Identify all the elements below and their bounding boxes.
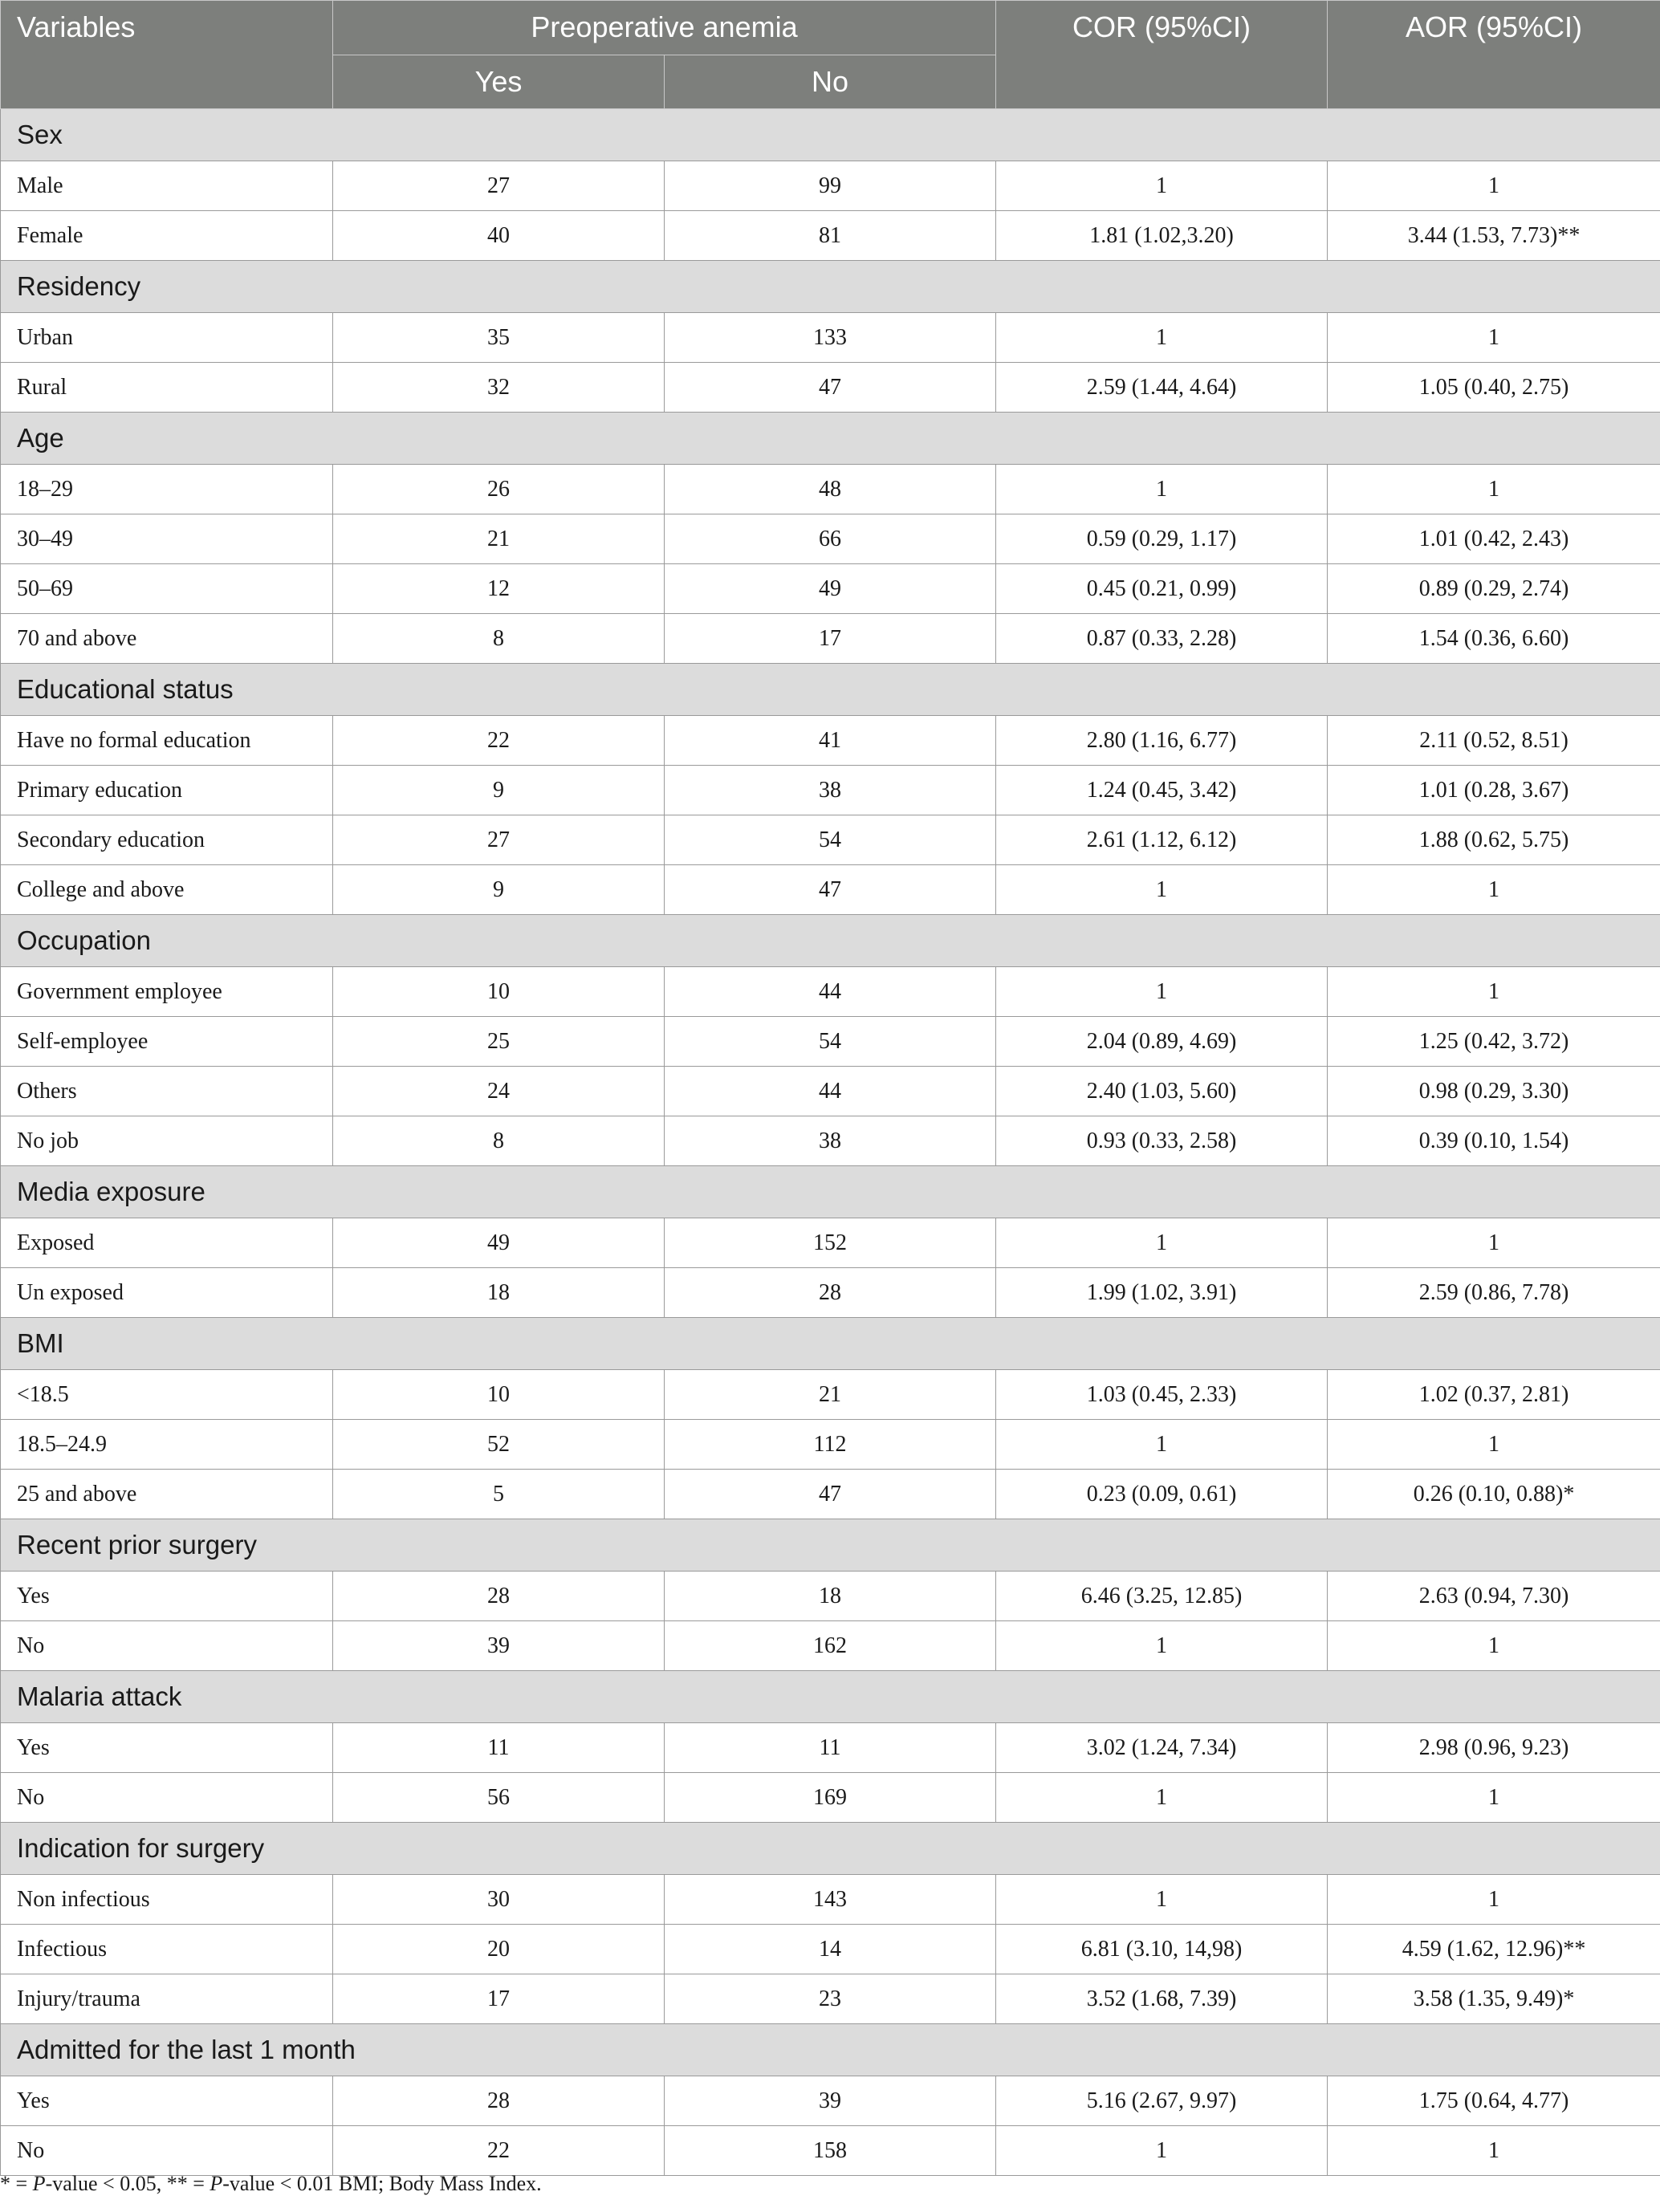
footnote-p1: P: [32, 2172, 46, 2195]
row-label: Non infectious: [1, 1875, 333, 1925]
anemia-no-count: 162: [665, 1621, 996, 1671]
table-header: [1, 1, 1660, 109]
cor-value: 1.99 (1.02, 3.91): [996, 1268, 1328, 1318]
group-header-row: [1, 261, 1660, 313]
aor-value: 1.25 (0.42, 3.72): [1328, 1017, 1660, 1067]
table-row: [1, 766, 1660, 815]
row-label: Exposed: [1, 1218, 333, 1268]
row-label: 18–29: [1, 465, 333, 514]
row-label: College and above: [1, 865, 333, 915]
anemia-yes-count: 27: [333, 815, 665, 865]
anemia-yes-count: 40: [333, 211, 665, 261]
anemia-yes-count: 24: [333, 1067, 665, 1116]
anemia-yes-count: 26: [333, 465, 665, 514]
row-label: Self-employee: [1, 1017, 333, 1067]
aor-value: 1: [1328, 161, 1660, 211]
row-label: Yes: [1, 1723, 333, 1773]
cor-value: 1: [996, 161, 1328, 211]
group-header-row: [1, 664, 1660, 716]
anemia-yes-count: 30: [333, 1875, 665, 1925]
table-row: [1, 815, 1660, 865]
anemia-yes-count: 27: [333, 161, 665, 211]
cor-value: 1: [996, 2126, 1328, 2176]
row-label: 30–49: [1, 514, 333, 564]
anemia-yes-count: 22: [333, 716, 665, 766]
anemia-no-count: 47: [665, 1470, 996, 1519]
row-label: Male: [1, 161, 333, 211]
row-label: 50–69: [1, 564, 333, 614]
group-header-row: [1, 1823, 1660, 1875]
group-title: Educational status: [1, 664, 1660, 716]
anemia-no-count: 81: [665, 211, 996, 261]
anemia-no-count: 17: [665, 614, 996, 664]
anemia-no-count: 21: [665, 1370, 996, 1420]
aor-value: 1.75 (0.64, 4.77): [1328, 2076, 1660, 2126]
cor-value: 6.81 (3.10, 14,98): [996, 1925, 1328, 1974]
table-row: [1, 161, 1660, 211]
aor-value: 1: [1328, 967, 1660, 1017]
anemia-yes-count: 56: [333, 1773, 665, 1823]
anemia-yes-count: 25: [333, 1017, 665, 1067]
group-header-row: [1, 1318, 1660, 1370]
row-label: No: [1, 1621, 333, 1671]
cor-value: 2.40 (1.03, 5.60): [996, 1067, 1328, 1116]
cor-value: 1.81 (1.02,3.20): [996, 211, 1328, 261]
aor-value: 1.02 (0.37, 2.81): [1328, 1370, 1660, 1420]
row-label: Female: [1, 211, 333, 261]
row-label: <18.5: [1, 1370, 333, 1420]
table-row: [1, 1925, 1660, 1974]
anemia-yes-count: 35: [333, 313, 665, 363]
table-row: [1, 865, 1660, 915]
table-row: [1, 514, 1660, 564]
table-row: [1, 1116, 1660, 1166]
cor-value: 0.45 (0.21, 0.99): [996, 564, 1328, 614]
cor-value: 1: [996, 967, 1328, 1017]
cor-value: 1: [996, 1875, 1328, 1925]
aor-value: 1: [1328, 1773, 1660, 1823]
anemia-no-count: 44: [665, 1067, 996, 1116]
table-row: [1, 1420, 1660, 1470]
anemia-yes-count: 22: [333, 2126, 665, 2176]
cor-value: 3.02 (1.24, 7.34): [996, 1723, 1328, 1773]
cor-value: 1.24 (0.45, 3.42): [996, 766, 1328, 815]
aor-value: 1: [1328, 1875, 1660, 1925]
table-row: [1, 465, 1660, 514]
table-row: [1, 1875, 1660, 1925]
anemia-yes-count: 11: [333, 1723, 665, 1773]
footnote-part2: -value < 0.05, ** =: [45, 2172, 210, 2195]
aor-value: 3.58 (1.35, 9.49)*: [1328, 1974, 1660, 2024]
anemia-yes-count: 10: [333, 1370, 665, 1420]
row-label: Others: [1, 1067, 333, 1116]
table-row: [1, 967, 1660, 1017]
anemia-yes-count: 32: [333, 363, 665, 413]
row-label: No: [1, 1773, 333, 1823]
anemia-yes-count: 39: [333, 1621, 665, 1671]
group-title: Occupation: [1, 915, 1660, 967]
row-label: Injury/trauma: [1, 1974, 333, 2024]
anemia-yes-count: 20: [333, 1925, 665, 1974]
cor-value: 0.59 (0.29, 1.17): [996, 514, 1328, 564]
aor-value: 0.26 (0.10, 0.88)*: [1328, 1470, 1660, 1519]
anemia-yes-count: 28: [333, 2076, 665, 2126]
footnote-part1: * =: [0, 2172, 33, 2195]
aor-value: 0.39 (0.10, 1.54): [1328, 1116, 1660, 1166]
table-row: [1, 1017, 1660, 1067]
aor-value: 2.59 (0.86, 7.78): [1328, 1268, 1660, 1318]
cor-value: 6.46 (3.25, 12.85): [996, 1572, 1328, 1621]
table-row: [1, 1268, 1660, 1318]
footnote-p2: P: [210, 2172, 223, 2195]
anemia-no-count: 18: [665, 1572, 996, 1621]
table-row: [1, 1621, 1660, 1671]
row-label: Have no formal education: [1, 716, 333, 766]
anemia-no-count: 158: [665, 2126, 996, 2176]
aor-value: 0.89 (0.29, 2.74): [1328, 564, 1660, 614]
table-row: [1, 2126, 1660, 2176]
aor-value: 1: [1328, 465, 1660, 514]
header-variables: Variables: [1, 1, 333, 109]
aor-value: 1.05 (0.40, 2.75): [1328, 363, 1660, 413]
table-row: [1, 1723, 1660, 1773]
aor-value: 1.01 (0.42, 2.43): [1328, 514, 1660, 564]
table-row: [1, 363, 1660, 413]
table-row: [1, 1773, 1660, 1823]
table-row: [1, 564, 1660, 614]
group-header-row: [1, 413, 1660, 465]
cor-value: 1: [996, 1621, 1328, 1671]
anemia-no-count: 44: [665, 967, 996, 1017]
anemia-no-count: 99: [665, 161, 996, 211]
anemia-no-count: 169: [665, 1773, 996, 1823]
row-label: Yes: [1, 2076, 333, 2126]
cor-value: 1: [996, 1218, 1328, 1268]
row-label: Secondary education: [1, 815, 333, 865]
group-title: Age: [1, 413, 1660, 465]
cor-value: 2.04 (0.89, 4.69): [996, 1017, 1328, 1067]
aor-value: 1: [1328, 1420, 1660, 1470]
cor-value: 3.52 (1.68, 7.39): [996, 1974, 1328, 2024]
row-label: 25 and above: [1, 1470, 333, 1519]
anemia-yes-count: 8: [333, 614, 665, 664]
anemia-yes-count: 18: [333, 1268, 665, 1318]
table-row: [1, 1470, 1660, 1519]
aor-value: 1.01 (0.28, 3.67): [1328, 766, 1660, 815]
aor-value: 1: [1328, 1218, 1660, 1268]
table-row: [1, 1572, 1660, 1621]
group-title: Residency: [1, 261, 1660, 313]
row-label: No job: [1, 1116, 333, 1166]
group-title: Indication for surgery: [1, 1823, 1660, 1875]
anemia-no-count: 49: [665, 564, 996, 614]
anemia-no-count: 54: [665, 1017, 996, 1067]
cor-value: 1: [996, 313, 1328, 363]
cor-value: 1: [996, 1420, 1328, 1470]
table-row: [1, 614, 1660, 664]
row-label: No: [1, 2126, 333, 2176]
row-label: Un exposed: [1, 1268, 333, 1318]
anemia-yes-count: 21: [333, 514, 665, 564]
header-cor: COR (95%CI): [996, 1, 1328, 109]
cor-value: 2.80 (1.16, 6.77): [996, 716, 1328, 766]
header-no: No: [665, 55, 996, 109]
anemia-no-count: 143: [665, 1875, 996, 1925]
aor-value: 3.44 (1.53, 7.73)**: [1328, 211, 1660, 261]
cor-value: 0.87 (0.33, 2.28): [996, 614, 1328, 664]
anemia-yes-count: 9: [333, 865, 665, 915]
header-yes: Yes: [333, 55, 665, 109]
group-header-row: [1, 915, 1660, 967]
cor-value: 1: [996, 865, 1328, 915]
anemia-no-count: 28: [665, 1268, 996, 1318]
anemia-no-count: 23: [665, 1974, 996, 2024]
anemia-no-count: 11: [665, 1723, 996, 1773]
table-row: [1, 2076, 1660, 2126]
row-label: Rural: [1, 363, 333, 413]
table-row: [1, 1370, 1660, 1420]
anemia-no-count: 54: [665, 815, 996, 865]
anemia-yes-count: 10: [333, 967, 665, 1017]
anemia-yes-count: 49: [333, 1218, 665, 1268]
group-title: BMI: [1, 1318, 1660, 1370]
anemia-yes-count: 12: [333, 564, 665, 614]
anemia-no-count: 38: [665, 1116, 996, 1166]
anemia-no-count: 14: [665, 1925, 996, 1974]
aor-value: 2.63 (0.94, 7.30): [1328, 1572, 1660, 1621]
group-title: Malaria attack: [1, 1671, 1660, 1723]
table-row: [1, 1067, 1660, 1116]
anemia-no-count: 48: [665, 465, 996, 514]
group-header-row: [1, 1519, 1660, 1572]
header-preoperative-anemia: Preoperative anemia: [333, 1, 996, 55]
anemia-no-count: 133: [665, 313, 996, 363]
table-row: [1, 313, 1660, 363]
anemia-no-count: 39: [665, 2076, 996, 2126]
cor-value: 1.03 (0.45, 2.33): [996, 1370, 1328, 1420]
table-row: [1, 1974, 1660, 2024]
anemia-no-count: 112: [665, 1420, 996, 1470]
group-title: Media exposure: [1, 1166, 1660, 1218]
anemia-no-count: 47: [665, 363, 996, 413]
anemia-yes-count: 52: [333, 1420, 665, 1470]
aor-value: 1: [1328, 865, 1660, 915]
anemia-no-count: 47: [665, 865, 996, 915]
group-header-row: [1, 2024, 1660, 2076]
group-title: Admitted for the last 1 month: [1, 2024, 1660, 2076]
anemia-yes-count: 9: [333, 766, 665, 815]
table-row: [1, 716, 1660, 766]
table-body: [1, 109, 1660, 2176]
aor-value: 0.98 (0.29, 3.30): [1328, 1067, 1660, 1116]
aor-value: 1: [1328, 2126, 1660, 2176]
aor-value: 1: [1328, 1621, 1660, 1671]
cor-value: 5.16 (2.67, 9.97): [996, 2076, 1328, 2126]
group-header-row: [1, 1166, 1660, 1218]
anemia-yes-count: 17: [333, 1974, 665, 2024]
cor-value: 2.59 (1.44, 4.64): [996, 363, 1328, 413]
cor-value: 2.61 (1.12, 6.12): [996, 815, 1328, 865]
cor-value: 1: [996, 465, 1328, 514]
anemia-yes-count: 5: [333, 1470, 665, 1519]
group-header-row: [1, 1671, 1660, 1723]
row-label: Primary education: [1, 766, 333, 815]
aor-value: 1.88 (0.62, 5.75): [1328, 815, 1660, 865]
table-row: [1, 1218, 1660, 1268]
aor-value: 1.54 (0.36, 6.60): [1328, 614, 1660, 664]
row-label: 18.5–24.9: [1, 1420, 333, 1470]
aor-value: 2.98 (0.96, 9.23): [1328, 1723, 1660, 1773]
aor-value: 4.59 (1.62, 12.96)**: [1328, 1925, 1660, 1974]
group-header-row: [1, 109, 1660, 161]
anemia-no-count: 38: [665, 766, 996, 815]
row-label: Urban: [1, 313, 333, 363]
table-row: [1, 211, 1660, 261]
cor-value: 0.23 (0.09, 0.61): [996, 1470, 1328, 1519]
row-label: 70 and above: [1, 614, 333, 664]
row-label: Government employee: [1, 967, 333, 1017]
row-label: Yes: [1, 1572, 333, 1621]
cor-value: 0.93 (0.33, 2.58): [996, 1116, 1328, 1166]
anemia-yes-count: 28: [333, 1572, 665, 1621]
row-label: Infectious: [1, 1925, 333, 1974]
footnote-part3: -value < 0.01 BMI; Body Mass Index.: [222, 2172, 542, 2195]
cor-value: 1: [996, 1773, 1328, 1823]
aor-value: 2.11 (0.52, 8.51): [1328, 716, 1660, 766]
group-title: Recent prior surgery: [1, 1519, 1660, 1572]
group-title: Sex: [1, 109, 1660, 161]
aor-value: 1: [1328, 313, 1660, 363]
table-footnote: [0, 2172, 542, 2196]
anemia-yes-count: 8: [333, 1116, 665, 1166]
anemia-no-count: 152: [665, 1218, 996, 1268]
anemia-no-count: 66: [665, 514, 996, 564]
anemia-no-count: 41: [665, 716, 996, 766]
header-aor: AOR (95%CI): [1328, 1, 1660, 109]
